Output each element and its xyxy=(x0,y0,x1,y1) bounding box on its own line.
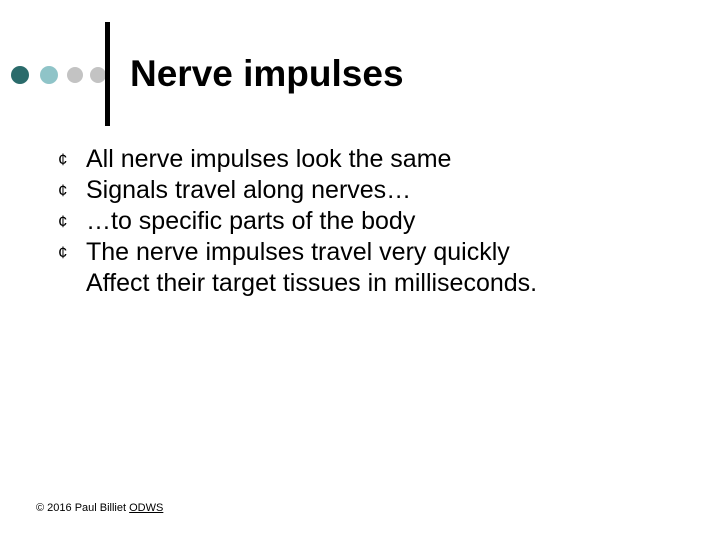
dot-dark-teal xyxy=(11,66,29,84)
footer-copyright: © 2016 Paul Billiet xyxy=(36,502,130,514)
slide-title: Nerve impulses xyxy=(130,53,404,94)
bullet-item xyxy=(56,237,706,268)
bullet-text: Affect their target tissues in milliseconds. xyxy=(86,269,538,297)
dot-gray-1 xyxy=(67,67,83,83)
bullet-item xyxy=(56,175,706,206)
footer-link-odws[interactable]: ODWS xyxy=(129,502,164,514)
bullet-list xyxy=(56,144,706,299)
bullet-item xyxy=(56,206,706,237)
footer xyxy=(36,501,163,515)
bullet-icon: ¢ xyxy=(58,181,68,200)
bullet-text: The nerve impulses travel very quickly xyxy=(86,238,510,266)
bullet-icon: ¢ xyxy=(58,212,68,231)
bullet-text: All nerve impulses look the same xyxy=(86,145,452,173)
bullet-text: …to specific parts of the body xyxy=(86,207,416,235)
bullet-item xyxy=(56,144,706,175)
decorative-dots xyxy=(11,66,101,84)
dot-light-teal xyxy=(40,66,58,84)
bullet-icon: ¢ xyxy=(58,150,68,169)
continuation-item xyxy=(56,268,706,299)
title-divider-bar xyxy=(105,22,110,126)
dot-gray-2 xyxy=(90,67,106,83)
bullet-icon: ¢ xyxy=(58,243,68,262)
bullet-text: Signals travel along nerves… xyxy=(86,176,412,204)
